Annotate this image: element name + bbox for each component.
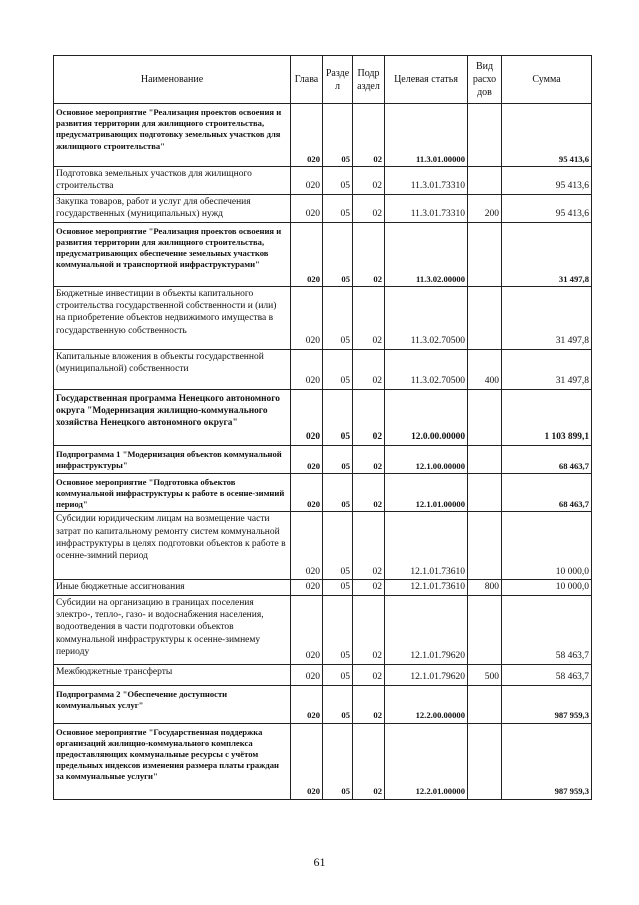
row-sum: 10 000,0 xyxy=(502,512,592,580)
row-sum: 1 103 899,1 xyxy=(502,389,592,445)
row-sum: 58 463,7 xyxy=(502,595,592,664)
row-vid xyxy=(468,512,502,580)
table-row xyxy=(54,473,592,512)
row-subsection: 02 xyxy=(353,167,385,195)
table-row xyxy=(54,286,592,349)
table-row xyxy=(54,512,592,580)
row-sum: 987 959,3 xyxy=(502,685,592,723)
row-sum: 68 463,7 xyxy=(502,445,592,473)
row-subsection: 02 xyxy=(353,104,385,167)
table-header-row xyxy=(54,56,592,104)
header-subsection: Подр аздел xyxy=(353,56,385,104)
row-target: 12.1.01.79620 xyxy=(385,664,468,685)
row-vid: 200 xyxy=(468,194,502,222)
row-vid xyxy=(468,685,502,723)
header-section: Разде л xyxy=(323,56,353,104)
row-name: Закупка товаров, работ и услуг для обеспечения государственных (муниципальных) нужд xyxy=(54,194,291,222)
header-sum: Сумма xyxy=(502,56,592,104)
table-row xyxy=(54,389,592,445)
row-section: 05 xyxy=(323,194,353,222)
table-row xyxy=(54,194,592,222)
row-name: Подготовка земельных участков для жилищного строительства xyxy=(54,167,291,195)
row-vid xyxy=(468,167,502,195)
row-name: Подпрограмма 2 "Обеспечение доступности коммунальных услуг" xyxy=(54,685,291,723)
row-vid xyxy=(468,723,502,799)
header-target: Целевая статья xyxy=(385,56,468,104)
row-chapter: 020 xyxy=(291,194,323,222)
row-section: 05 xyxy=(323,167,353,195)
row-subsection: 02 xyxy=(353,194,385,222)
row-name: Межбюджетные трансферты xyxy=(54,664,291,685)
row-chapter: 020 xyxy=(291,349,323,389)
header-vid: Вид расхо дов xyxy=(468,56,502,104)
table-row xyxy=(54,167,592,195)
row-name: Основное мероприятие "Подготовка объектов коммунальной инфраструктуры к работе в осенне-зимний период" xyxy=(54,473,291,512)
row-chapter: 020 xyxy=(291,389,323,445)
row-vid xyxy=(468,286,502,349)
row-name: Основное мероприятие "Реализация проектов освоения и развития территории для жилищного строительства, предусматривающих подготовку земельных участков для жилищного строительства" xyxy=(54,104,291,167)
row-section: 05 xyxy=(323,349,353,389)
row-section: 05 xyxy=(323,104,353,167)
row-sum: 987 959,3 xyxy=(502,723,592,799)
row-section: 05 xyxy=(323,595,353,664)
row-subsection: 02 xyxy=(353,580,385,595)
row-section: 05 xyxy=(323,685,353,723)
row-sum: 31 497,8 xyxy=(502,286,592,349)
row-section: 05 xyxy=(323,389,353,445)
table-row xyxy=(54,445,592,473)
row-subsection: 02 xyxy=(353,222,385,286)
row-subsection: 02 xyxy=(353,723,385,799)
row-name: Основное мероприятие "Государственная поддержка организаций жилищно-коммунального комплекса предоставляющих коммунальные ресурсы с учётом предельных индексов изменения размера платы граждан за коммунальные услуги" xyxy=(54,723,291,799)
row-sum: 10 000,0 xyxy=(502,580,592,595)
row-section: 05 xyxy=(323,664,353,685)
row-target: 12.1.01.00000 xyxy=(385,473,468,512)
row-name: Капитальные вложения в объекты государственной (муниципальной) собственности xyxy=(54,349,291,389)
table-row xyxy=(54,685,592,723)
row-target: 11.3.02.70500 xyxy=(385,349,468,389)
row-subsection: 02 xyxy=(353,473,385,512)
row-chapter: 020 xyxy=(291,595,323,664)
row-chapter: 020 xyxy=(291,445,323,473)
row-vid: 800 xyxy=(468,580,502,595)
row-chapter: 020 xyxy=(291,512,323,580)
row-target: 12.1.01.73610 xyxy=(385,512,468,580)
row-sum: 95 413,6 xyxy=(502,104,592,167)
row-section: 05 xyxy=(323,512,353,580)
row-vid xyxy=(468,473,502,512)
row-chapter: 020 xyxy=(291,723,323,799)
row-target: 11.3.01.73310 xyxy=(385,194,468,222)
row-sum: 95 413,6 xyxy=(502,194,592,222)
row-subsection: 02 xyxy=(353,286,385,349)
row-sum: 31 497,8 xyxy=(502,349,592,389)
row-sum: 68 463,7 xyxy=(502,473,592,512)
row-subsection: 02 xyxy=(353,595,385,664)
row-section: 05 xyxy=(323,286,353,349)
row-subsection: 02 xyxy=(353,349,385,389)
table-row xyxy=(54,664,592,685)
row-target: 12.2.01.00000 xyxy=(385,723,468,799)
row-section: 05 xyxy=(323,473,353,512)
row-section: 05 xyxy=(323,723,353,799)
row-subsection: 02 xyxy=(353,389,385,445)
table-row xyxy=(54,580,592,595)
row-name: Субсидии юридическим лицам на возмещение части затрат по капитальному ремонту систем коммунальной инфраструктуры в целях подготовки объектов к работе в осенне-зимний период xyxy=(54,512,291,580)
row-vid: 500 xyxy=(468,664,502,685)
row-name: Государственная программа Ненецкого автономного округа "Модернизация жилищно-коммунального хозяйства Ненецкого автономного округа" xyxy=(54,389,291,445)
row-chapter: 020 xyxy=(291,286,323,349)
row-target: 12.1.01.79620 xyxy=(385,595,468,664)
row-sum: 95 413,6 xyxy=(502,167,592,195)
row-chapter: 020 xyxy=(291,222,323,286)
row-name: Основное мероприятие "Реализация проектов освоения и развития территории для жилищного строительства, предусматривающих обеспечение земельных участков коммунальной и транспортной инфраструктурами" xyxy=(54,222,291,286)
row-name: Субсидии на организацию в границах поселения электро-, тепло-, газо- и водоснабжения населения, водоотведения в части подготовки объектов коммунальной инфраструктуры к осенне-зимнему периоду xyxy=(54,595,291,664)
row-subsection: 02 xyxy=(353,685,385,723)
row-target: 11.3.02.70500 xyxy=(385,286,468,349)
row-vid xyxy=(468,104,502,167)
row-vid xyxy=(468,445,502,473)
row-vid: 400 xyxy=(468,349,502,389)
header-chapter: Глава xyxy=(291,56,323,104)
row-target: 12.1.01.73610 xyxy=(385,580,468,595)
row-subsection: 02 xyxy=(353,664,385,685)
row-name: Бюджетные инвестиции в объекты капитального строительства государственной собственности и (или) на приобретение объектов недвижимого имущества в государственную собственность xyxy=(54,286,291,349)
row-subsection: 02 xyxy=(353,445,385,473)
row-section: 05 xyxy=(323,580,353,595)
row-sum: 58 463,7 xyxy=(502,664,592,685)
row-target: 11.3.02.00000 xyxy=(385,222,468,286)
header-name: Наименование xyxy=(54,56,291,104)
row-vid xyxy=(468,222,502,286)
row-target: 11.3.01.73310 xyxy=(385,167,468,195)
row-sum: 31 497,8 xyxy=(502,222,592,286)
row-target: 12.0.00.00000 xyxy=(385,389,468,445)
page-number: 61 xyxy=(313,855,326,869)
row-vid xyxy=(468,595,502,664)
row-chapter: 020 xyxy=(291,104,323,167)
table-row xyxy=(54,222,592,286)
table-row xyxy=(54,104,592,167)
row-chapter: 020 xyxy=(291,685,323,723)
row-section: 05 xyxy=(323,445,353,473)
row-name: Иные бюджетные ассигнования xyxy=(54,580,291,595)
row-vid xyxy=(468,389,502,445)
table-row xyxy=(54,595,592,664)
row-target: 12.2.00.00000 xyxy=(385,685,468,723)
row-section: 05 xyxy=(323,222,353,286)
row-chapter: 020 xyxy=(291,580,323,595)
row-chapter: 020 xyxy=(291,473,323,512)
row-chapter: 020 xyxy=(291,167,323,195)
row-chapter: 020 xyxy=(291,664,323,685)
row-subsection: 02 xyxy=(353,512,385,580)
row-target: 11.3.01.00000 xyxy=(385,104,468,167)
row-target: 12.1.00.00000 xyxy=(385,445,468,473)
table-row xyxy=(54,349,592,389)
budget-table xyxy=(53,55,592,800)
table-row xyxy=(54,723,592,799)
row-name: Подпрограмма 1 "Модернизация объектов коммунальной инфраструктуры" xyxy=(54,445,291,473)
